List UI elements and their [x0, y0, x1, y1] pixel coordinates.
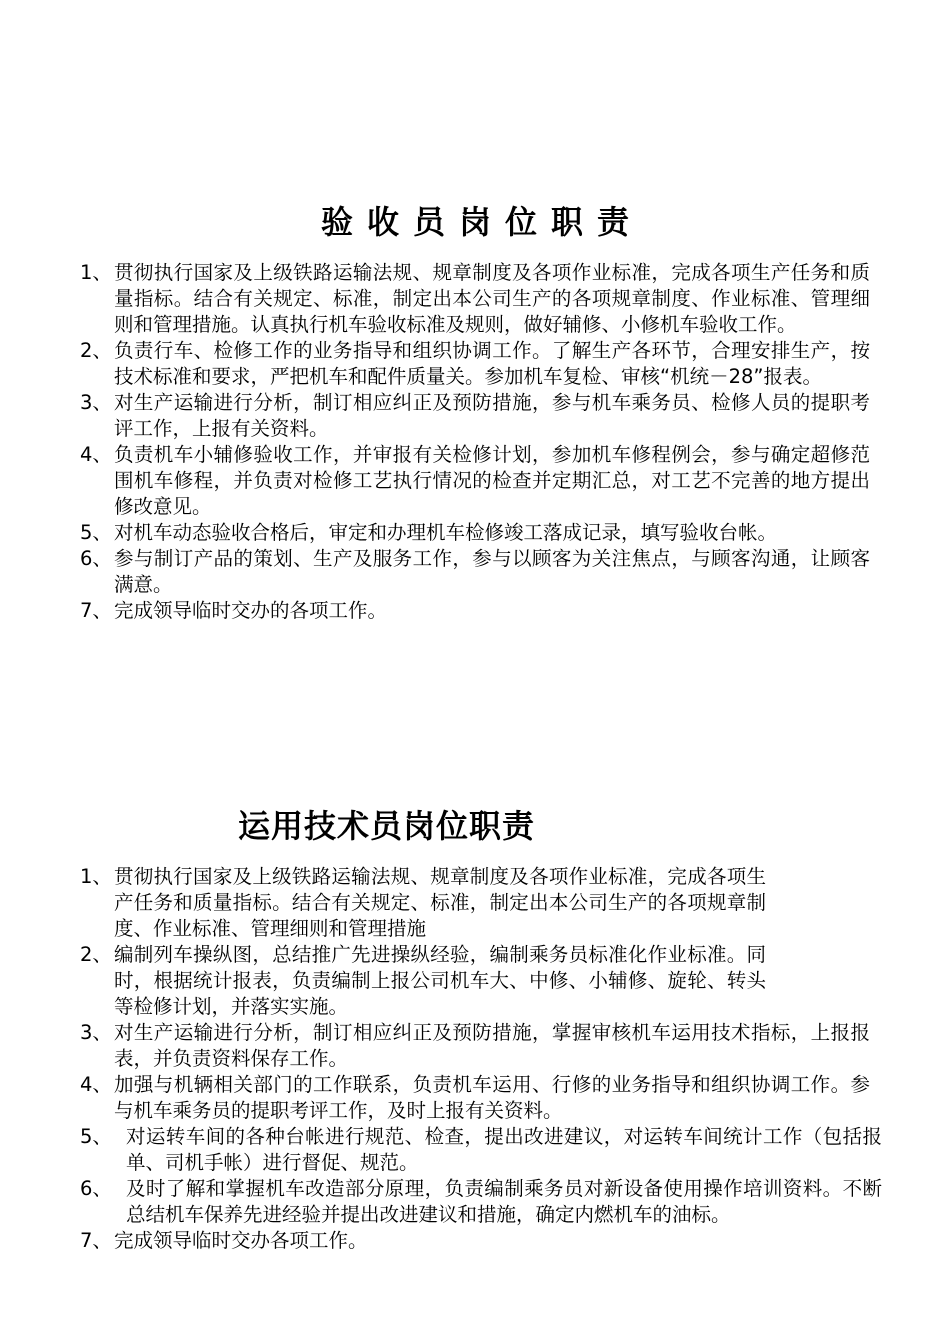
item-number: 2、 — [80, 943, 112, 966]
item-text: 加强与机辆相关部门的工作联系，负责机车运用、行修的业务指导和组织协调工作。参与机车乘务员的提职考评工作，及时上报有关资料。 — [114, 1073, 870, 1122]
item-number: 2、 — [80, 339, 112, 362]
item-text: 对生产运输进行分析，制订相应纠正及预防措施，参与机车乘务员、检修人员的提职考评工作，上报有关资料。 — [114, 391, 870, 440]
list-item — [0, 390, 870, 442]
item-number: 7、 — [80, 599, 112, 622]
item-text: 负责机车小辅修验收工作，并审报有关检修计划，参加机车修程例会，参与确定超修范围机车修程，并负责对检修工艺执行情况的检查并定期汇总，对工艺不完善的地方提出修改意见。 — [114, 443, 870, 518]
item-text: 贯彻执行国家及上级铁路运输法规、规章制度及各项作业标准，完成各项生产任务和质量指标。结合有关规定、标准，制定出本公司生产的各项规章制度、作业标准、管理细则和管理措施 — [114, 865, 766, 940]
list-item — [0, 1072, 870, 1124]
section-technician-duties — [0, 800, 950, 1254]
list-item — [0, 942, 766, 1020]
section-title: 运用技术员岗位职责 — [238, 807, 536, 845]
item-text: 参与制订产品的策划、生产及服务工作，参与以顾客为关注焦点，与顾客沟通，让顾客满意。 — [114, 547, 870, 596]
list-item — [0, 520, 870, 546]
item-number: 5、 — [80, 521, 112, 544]
list-item — [0, 1020, 870, 1072]
list-item — [0, 1228, 870, 1254]
item-number: 5、 — [80, 1125, 112, 1148]
duty-list — [0, 864, 950, 1254]
list-item — [0, 1176, 882, 1228]
item-number: 3、 — [80, 1021, 112, 1044]
item-number: 4、 — [80, 1073, 112, 1096]
item-text: 完成领导临时交办各项工作。 — [114, 1229, 368, 1252]
item-text: 贯彻执行国家及上级铁路运输法规、规章制度及各项作业标准，完成各项生产任务和质量指标。结合有关规定、标准，制定出本公司生产的各项规章制度、作业标准、管理细则和管理措施。认真执行机车验收标准及规则，做好辅修、小修机车验收工作。 — [114, 261, 870, 336]
item-text: 完成领导临时交办的各项工作。 — [114, 599, 388, 622]
section-inspector-duties — [0, 196, 950, 624]
item-text: 对机车动态验收合格后，审定和办理机车检修竣工落成记录，填写验收台帐。 — [114, 521, 778, 544]
duty-list — [0, 260, 950, 624]
section-title: 验收员岗位职责 — [320, 203, 643, 241]
list-item — [0, 1124, 882, 1176]
list-item — [0, 260, 870, 338]
list-item — [0, 598, 870, 624]
list-item — [0, 442, 870, 520]
item-text: 对生产运输进行分析，制订相应纠正及预防措施，掌握审核机车运用技术指标，上报报表，并负责资料保存工作。 — [114, 1021, 870, 1070]
list-item — [0, 338, 870, 390]
item-text: 负责行车、检修工作的业务指导和组织协调工作。了解生产各环节，合理安排生产，按技术标准和要求，严把机车和配件质量关。参加机车复检、审核“机统－28”报表。 — [114, 339, 870, 388]
item-number: 4、 — [80, 443, 112, 466]
item-number: 6、 — [80, 1177, 112, 1200]
list-item — [0, 864, 766, 942]
item-number: 6、 — [80, 547, 112, 570]
item-text: 对运转车间的各种台帐进行规范、检查，提出改进建议，对运转车间统计工作（包括报单、司机手帐）进行督促、规范。 — [126, 1125, 882, 1174]
item-text: 及时了解和掌握机车改造部分原理，负责编制乘务员对新设备使用操作培训资料。不断总结机车保养先进经验并提出改进建议和措施，确定内燃机车的油标。 — [126, 1177, 882, 1226]
item-text: 编制列车操纵图，总结推广先进操纵经验，编制乘务员标准化作业标准。同时，根据统计报表，负责编制上报公司机车大、中修、小辅修、旋轮、转头等检修计划，并落实实施。 — [114, 943, 766, 1018]
item-number: 3、 — [80, 391, 112, 414]
item-number: 1、 — [80, 261, 112, 284]
item-number: 7、 — [80, 1229, 112, 1252]
item-number: 1、 — [80, 865, 112, 888]
list-item — [0, 546, 870, 598]
